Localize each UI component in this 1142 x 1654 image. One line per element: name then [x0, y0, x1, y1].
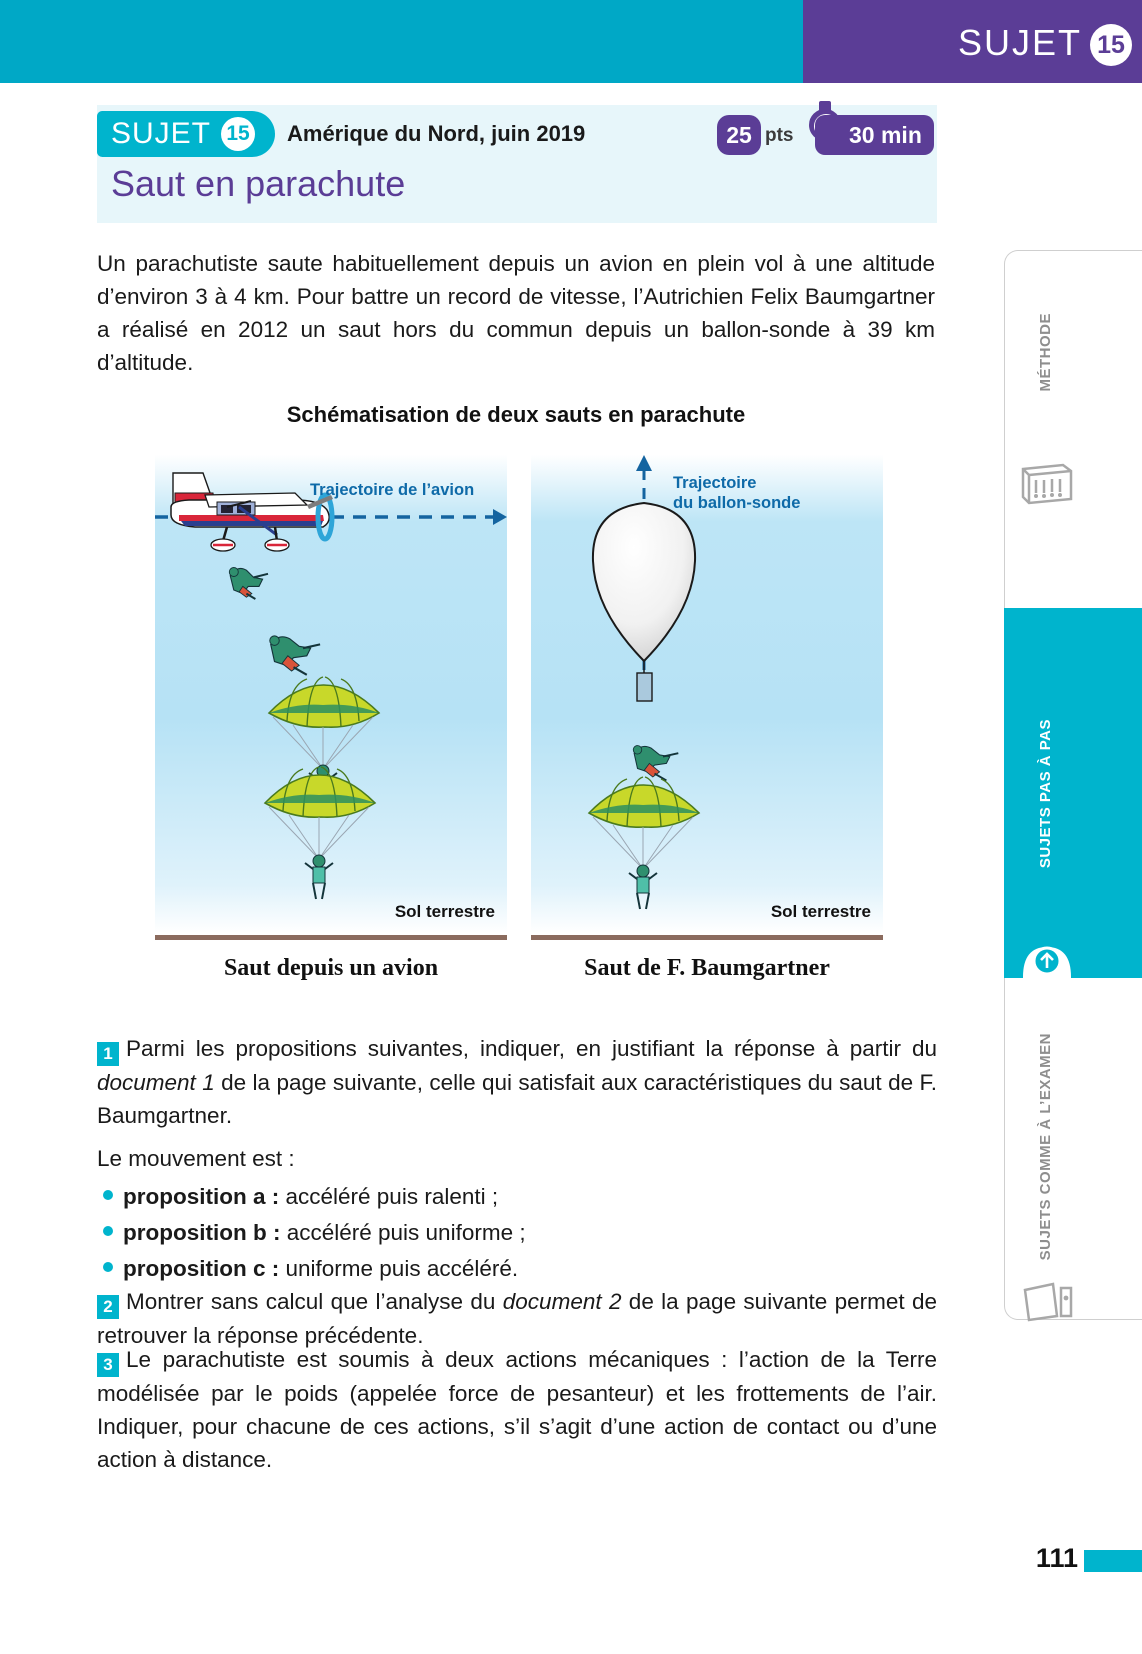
proposition-a-text: accéléré puis ralenti ;: [279, 1184, 499, 1209]
skydiver-freefall-baumgartner: [633, 746, 678, 781]
sidebar-tab-methode[interactable]: [1004, 250, 1142, 608]
figure-panels: [155, 455, 883, 981]
subject-pill-word: SUJET: [111, 117, 212, 150]
bullet-dot-icon: [103, 1226, 113, 1236]
proposition-b-text: accéléré puis uniforme ;: [280, 1220, 526, 1245]
ground-label-left: Sol terrestre: [394, 902, 495, 921]
question-1-lead: Le mouvement est :: [97, 1146, 295, 1171]
weather-balloon-icon: [593, 503, 695, 661]
panel-baumgartner-jump: [531, 455, 883, 981]
top-banner-label: SUJET: [957, 22, 1082, 63]
question-2-number: 2: [97, 1295, 119, 1319]
page-number-bar: [1084, 1550, 1142, 1572]
top-banner: [0, 0, 1142, 83]
balloon-trajectory-arrow: [636, 455, 652, 471]
ground-line-left: [155, 935, 507, 940]
parachute-canopy-baumgartner: [589, 777, 699, 909]
airplane-icon: [171, 473, 333, 551]
skydiver-freefall-1: [229, 568, 268, 600]
paper-icon: [1019, 1278, 1081, 1329]
side-tabs: [1004, 250, 1142, 1320]
top-banner-cyan-block: [0, 0, 803, 83]
subject-header-row: [97, 105, 937, 163]
exam-source: Amérique du Nord, juin 2019: [287, 121, 586, 146]
points-label: pts: [765, 125, 794, 146]
sidebar-tab-sujets-pas-a-pas[interactable]: [1004, 608, 1142, 978]
question-1-part1: Parmi les propositions suivantes, indiquer, en justifiant la réponse à partir du: [126, 1036, 937, 1061]
bullet-dot-icon: [103, 1190, 113, 1200]
question-3-number: 3: [97, 1353, 119, 1377]
question-2-part1: Montrer sans calcul que l’analyse du: [126, 1289, 503, 1314]
gondola-icon: [637, 673, 652, 701]
subject-pill-number: 15: [221, 117, 255, 151]
plane-jump-illustration: [155, 455, 507, 933]
proposition-c: [97, 1251, 937, 1287]
page-number: 111: [1035, 1543, 1078, 1573]
proposition-a-label: proposition a :: [123, 1184, 280, 1209]
panel-plane-jump: [155, 455, 507, 981]
question-2-part2: de la page suivante permet de retrouver la réponse précédente.: [97, 1289, 937, 1348]
duration-badge: 30 min: [815, 115, 934, 155]
question-3: [97, 1343, 937, 1476]
points-badge: 25: [717, 115, 761, 155]
subject-pill: [97, 111, 275, 157]
sidebar-tab-sujets-pas-a-pas-label: SUJETS PAS À PAS: [1037, 719, 1054, 869]
proposition-c-label: proposition c :: [123, 1256, 280, 1281]
parachute-canopy-2: [265, 767, 375, 899]
question-2: [97, 1285, 937, 1352]
question-1-doc-ref: document 1: [97, 1070, 215, 1095]
proposition-b-label: proposition b :: [123, 1220, 281, 1245]
ground-label-right: Sol terrestre: [770, 902, 871, 921]
balloon-trajectory-label-line1: Trajectoire: [673, 474, 757, 492]
skydiver-freefall-2: [270, 636, 320, 675]
proposition-a: [97, 1179, 937, 1215]
page-title: Saut en parachute: [111, 163, 406, 204]
bullet-dot-icon: [103, 1262, 113, 1272]
proposition-c-text: uniforme puis accéléré.: [279, 1256, 519, 1281]
subject-header: [97, 105, 937, 223]
top-banner-subject-number: 15: [1090, 24, 1132, 66]
figure-title: Schématisation de deux sauts en parachute: [286, 402, 746, 427]
panel-caption-left: Saut depuis un avion: [223, 955, 439, 981]
question-1-text: [97, 1032, 937, 1132]
stopwatch-stem-icon: [819, 101, 831, 113]
sidebar-tab-methode-label: MÉTHODE: [1037, 313, 1054, 392]
plane-trajectory-label: Trajectoire de l’avion: [310, 481, 475, 499]
question-3-body: Le parachutiste est soumis à deux actions mécaniques : l’action de la Terre modélisée par le poids (appelée force de pesanteur) et les frottements de l’air. Indiquer, pour chacune de ces actions, s’il s’agit d’une action de contact ou d’une action à distance.: [97, 1347, 937, 1472]
question-1-propositions: [97, 1179, 937, 1287]
question-3-text: [97, 1343, 937, 1476]
sidebar-tab-sujets-comme-a-l-examen[interactable]: [1004, 978, 1142, 1320]
question-1: [97, 1032, 937, 1287]
ground-line-right: [531, 935, 883, 940]
panel-caption-right: Saut de F. Baumgartner: [584, 955, 830, 981]
balloon-trajectory-label: [673, 473, 800, 513]
question-2-text: [97, 1285, 937, 1352]
sidebar-tab-sujets-comme-a-l-examen-label: SUJETS COMME À L’EXAMEN: [1037, 1033, 1054, 1261]
balloon-jump-illustration: [531, 455, 883, 933]
question-1-number: 1: [97, 1042, 119, 1066]
question-1-part2: de la page suivante, celle qui satisfait aux caractéristiques du saut de F. Baumgartner.: [97, 1070, 937, 1128]
plane-trajectory-arrow: [493, 509, 507, 525]
question-2-doc-ref: document 2: [502, 1289, 622, 1314]
intro-paragraph: Un parachutiste saute habituellement depuis un avion en plein vol à une altitude d’environ 3 à 4 km. Pour battre un record de vitesse, l’Autrichien Felix Baumgartner a réalisé en 2012 un saut hors du commun depuis un ballon-sonde à 39 km d’altitude.: [97, 251, 935, 375]
book-icon: [1019, 459, 1081, 510]
proposition-b: [97, 1215, 937, 1251]
balloon-trajectory-label-line2: du ballon-sonde: [673, 494, 801, 512]
